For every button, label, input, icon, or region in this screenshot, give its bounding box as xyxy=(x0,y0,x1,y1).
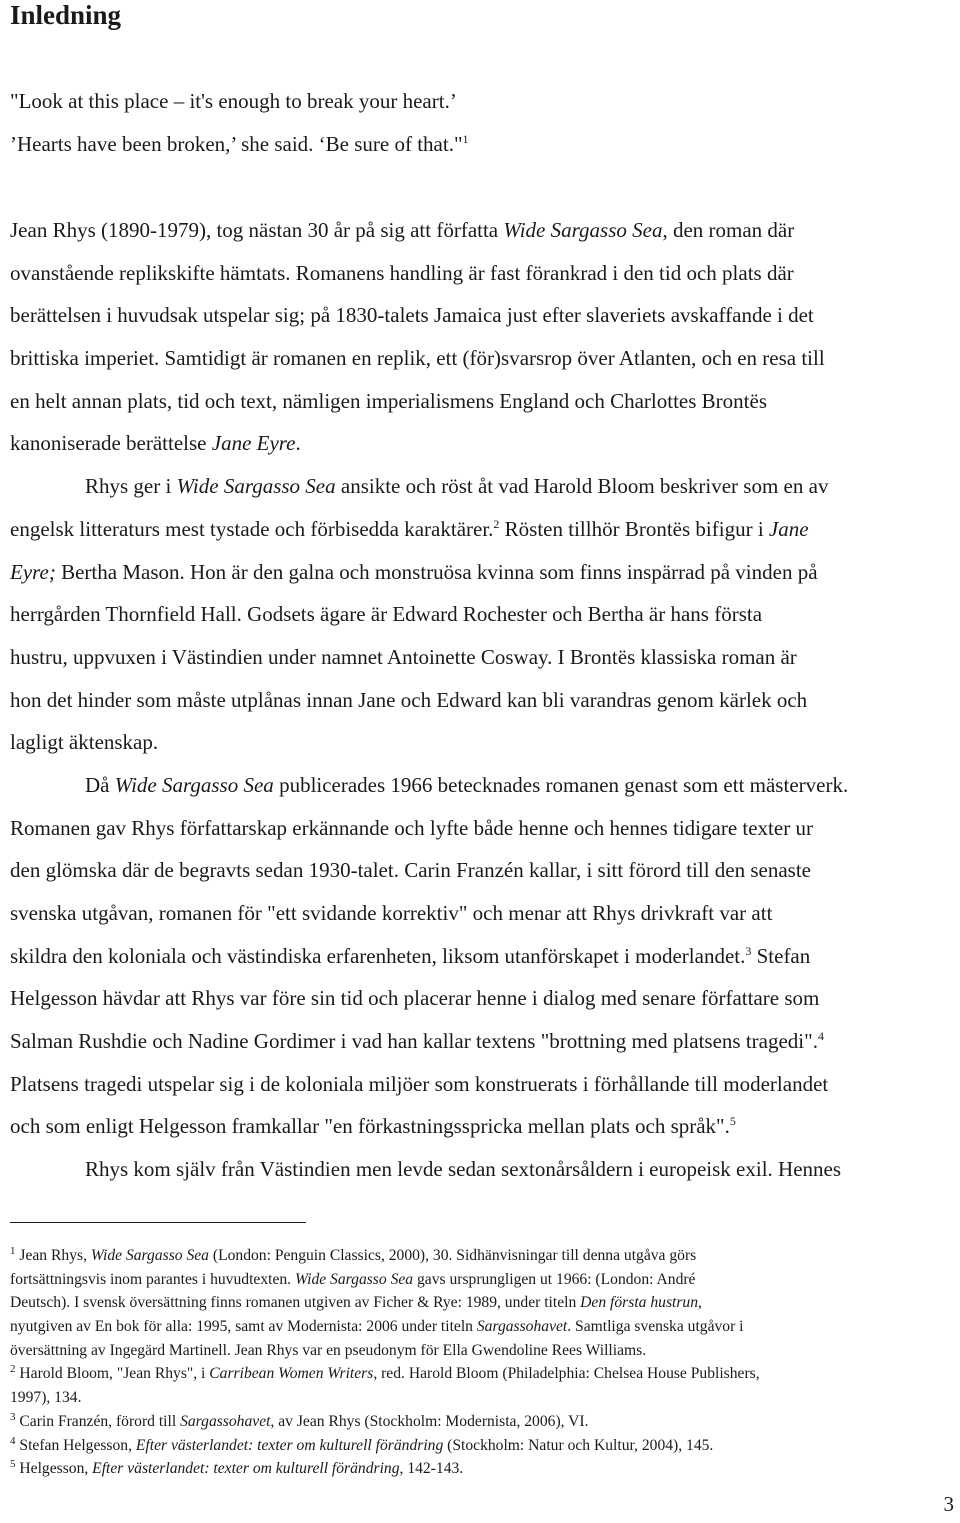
text-line: Helgesson hävdar att Rhys var före sin tid och placerar henne i dialog med senare författare som xyxy=(10,986,820,1011)
text-line: Rhys ger i Wide Sargasso Sea ansikte och röst åt vad Harold Bloom beskriver som en av xyxy=(85,474,829,499)
book-title: Wide Sargasso Sea xyxy=(90,1247,209,1264)
footnote-line: $^4$ Stefan Helgesson, Efter västerlandet: texter om kulturell förändring (Stockholm: Natur och Kultur, 2004), 145. xyxy=(10,1434,714,1454)
book-title: Wide Sargasso Sea xyxy=(114,772,274,797)
text-line: Jean Rhys (1890-1979), tog nästan 30 år på sig att författa Wide Sargasso Sea, den roman där xyxy=(10,218,795,242)
text-line: Platsens tragedi utspelar sig i de koloniala miljöer som konstruerats i förhållande till moderlandet xyxy=(10,1071,829,1096)
text-line: Salman Rushdie och Nadine Gordimer i vad han kallar textens "brottning med platsens tragedi".$^4$ xyxy=(10,1029,824,1054)
book-title: Sargassohavet xyxy=(476,1318,568,1336)
footnote-ref-1[interactable]: 1 xyxy=(462,131,469,146)
book-title: Jane xyxy=(768,516,809,541)
text-line: den glömska där de begravts sedan 1930-talet. Carin Franzén kallar, i sitt förord till den senaste xyxy=(10,858,812,883)
footnote-ref-2[interactable]: 2 xyxy=(493,516,500,531)
book-title: Wide Sargasso Sea xyxy=(294,1270,414,1288)
epigraph-line: ’Hearts have been broken,’ she said. ‘Be sure of that."$^1$ xyxy=(10,131,469,156)
footnote-line: Deutsch). I svensk översättning finns romanen utgiven av Ficher & Rye: 1989, under titeln Den första hustrun, xyxy=(10,1294,702,1312)
text-line: en helt annan plats, tid och text, nämligen imperialismens England och Charlottes Brontës xyxy=(10,388,767,413)
footnote-line: fortsättningsvis inom parantes i huvudtexten. Wide Sargasso Sea gavs ursprungligen ut 1966: (London: André xyxy=(10,1270,696,1288)
footnote-number: 1 xyxy=(10,1244,16,1257)
footnote-line: $^2$ Harold Bloom, "Jean Rhys", i Carribean Women Writers, red. Harold Bloom (Philadelphia: Chelsea House Publishers, xyxy=(10,1363,760,1383)
footnote-line: $^1$ Jean Rhys, Wide Sargasso Sea (London: Penguin Classics, 2000), 30. Sidhänvisningar till denna utgåva görs xyxy=(10,1244,697,1264)
footnote-ref-3[interactable]: 3 xyxy=(745,943,752,958)
footnote-number: 2 xyxy=(10,1363,16,1376)
text-line: skildra den koloniala och västindiska erfarenheten, liksom utanförskapet i moderlandet.$^3$ Stefan xyxy=(10,943,811,968)
book-title: Efter västerlandet: texter om kulturell förändring xyxy=(92,1460,400,1478)
text-line: hon det hinder som måste utplånas innan Jane och Edward kan bli varandras genom kärlek och xyxy=(10,687,808,712)
text-line: Eyre; Bertha Mason. Hon är den galna och monstruösa kvinna som finns inspärrad på vinden på xyxy=(10,559,818,584)
text-line: Romanen gav Rhys författarskap erkännande och lyfte både henne och hennes tidigare texter ur xyxy=(10,815,813,840)
footnote-line: $^3$ Carin Franzén, förord till Sargassohavet, av Jean Rhys (Stockholm: Modernista, 2006), VI. xyxy=(10,1410,589,1430)
footnote-ref-5[interactable]: 5 xyxy=(729,1114,736,1129)
text-line: berättelsen i huvudsak utspelar sig; på 1830-talets Jamaica just efter slaveriets avskaffande i det xyxy=(10,303,814,328)
book-title: Den första hustrun xyxy=(580,1294,699,1312)
text-line: brittiska imperiet. Samtidigt är romanen en replik, ett (för)svarsrop över Atlanten, och en resa till xyxy=(10,346,825,371)
text-line: engelsk litteraturs mest tystade och förbisedda karaktärer.$^2$ Rösten tillhör Brontës bifigur i Jane xyxy=(10,516,809,541)
text-line: hustru, uppvuxen i Västindien under namnet Antoinette Cosway. I Brontës klassiska roman är xyxy=(10,644,797,669)
footnote-number: 5 xyxy=(10,1458,16,1470)
book-title: Eyre; xyxy=(10,559,56,584)
book-title: Efter västerlandet: texter om kulturell förändring xyxy=(135,1436,444,1454)
book-title: Jane Eyre xyxy=(211,431,296,456)
book-title: Sargassohavet xyxy=(180,1412,271,1430)
book-title: Carribean Women Writers xyxy=(209,1365,374,1383)
text-line: Då Wide Sargasso Sea publicerades 1966 betecknades romanen genast som ett mästerverk. xyxy=(85,772,849,797)
text-line: och som enligt Helgesson framkallar "en förkastningsspricka mellan plats och språk".$^5$ xyxy=(10,1114,736,1139)
footnote-line: nyutgiven av En bok för alla: 1995, samt av Modernista: 2006 under titeln Sargassohavet. Samtliga svenska utgåvor i xyxy=(10,1318,744,1336)
body-text xyxy=(10,209,954,1191)
text-line: Rhys kom själv från Västindien men levde sedan sextonårsåldern i europeisk exil. Hennes xyxy=(85,1157,842,1182)
text-line: herrgården Thornfield Hall. Godsets ägare är Edward Rochester och Bertha är hans första xyxy=(10,602,763,627)
footnote-number: 4 xyxy=(10,1434,16,1447)
text-line: lagligt äktenskap. xyxy=(10,730,159,755)
footnote-line: $^5$ Helgesson, Efter västerlandet: texter om kulturell förändring, 142-143. xyxy=(10,1458,464,1478)
epigraph-line: "Look at this place – it's enough to break your heart.’ xyxy=(10,89,457,113)
book-title: Wide Sargasso Sea xyxy=(176,474,336,499)
text-line: kanoniserade berättelse Jane Eyre. xyxy=(10,431,301,456)
page-number: 3 xyxy=(943,1492,954,1516)
page-title: Inledning xyxy=(10,0,122,30)
book-title: Wide Sargasso Sea xyxy=(503,218,663,242)
footnote-number: 3 xyxy=(10,1410,16,1423)
footnote-separator xyxy=(10,1222,306,1223)
footnote-line: 1997), 134. xyxy=(10,1389,82,1407)
epigraph xyxy=(10,80,954,165)
footnotes xyxy=(10,1244,954,1481)
text-line: svenska utgåvan, romanen för "ett svidande korrektiv" och menar att Rhys drivkraft var att xyxy=(10,901,773,925)
text-line: ovanstående replikskifte hämtats. Romanens handling är fast förankrad i den tid och plats där xyxy=(10,260,794,285)
footnote-ref-4[interactable]: 4 xyxy=(817,1029,824,1044)
footnote-line: översättning av Ingegärd Martinell. Jean Rhys var en pseudonym för Ella Gwendoline Rees Williams. xyxy=(10,1341,647,1359)
